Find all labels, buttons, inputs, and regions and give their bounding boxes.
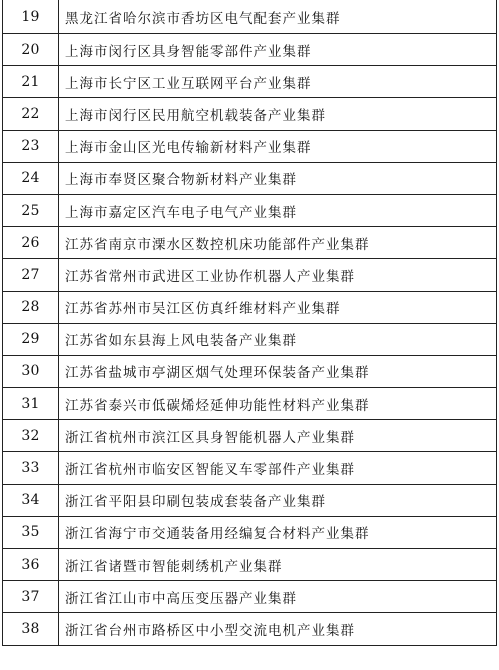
row-number: 24 [3, 163, 59, 194]
cluster-name: 浙江省杭州市临安区智能叉车零部件产业集群 [65, 462, 355, 479]
cluster-name: 江苏省常州市武进区工业协作机器人产业集群 [65, 268, 355, 285]
table-row [3, 484, 496, 516]
table-row [3, 226, 496, 258]
table-row [3, 419, 496, 451]
row-number: 31 [3, 388, 59, 419]
cluster-name: 江苏省盐城市亭湖区烟气处理环保装备产业集群 [65, 365, 370, 382]
cluster-name: 浙江省台州市路桥区中小型交流电机产业集群 [65, 622, 355, 639]
row-number: 25 [3, 195, 59, 226]
cluster-name: 上海市闵行区民用航空机载装备产业集群 [65, 107, 326, 124]
row-number: 38 [3, 613, 59, 644]
cluster-name: 江苏省南京市溧水区数控机床功能部件产业集群 [65, 236, 370, 253]
row-number: 28 [3, 292, 59, 323]
row-number: 23 [3, 131, 59, 162]
cluster-name: 上海市嘉定区汽车电子电气产业集群 [65, 204, 297, 221]
row-number: 21 [3, 66, 59, 97]
cluster-name: 浙江省江山市中高压变压器产业集群 [65, 590, 297, 607]
cluster-name: 上海市奉贤区聚合物新材料产业集群 [65, 172, 297, 189]
table-row [3, 0, 496, 33]
row-number: 20 [3, 34, 59, 65]
cluster-name: 上海市闵行区具身智能零部件产业集群 [65, 43, 312, 60]
row-number: 35 [3, 517, 59, 548]
table-row [3, 258, 496, 290]
cluster-name: 浙江省平阳县印刷包装成套装备产业集群 [65, 494, 326, 511]
cluster-table [2, 0, 497, 646]
row-number: 29 [3, 324, 59, 355]
table-row [3, 130, 496, 162]
table-row [3, 580, 496, 612]
table-row [3, 548, 496, 580]
row-number: 34 [3, 485, 59, 516]
cluster-name: 上海市金山区光电传输新材料产业集群 [65, 140, 312, 157]
cluster-name: 浙江省海宁市交通装备用经编复合材料产业集群 [65, 526, 370, 543]
row-number: 30 [3, 356, 59, 387]
row-number: 22 [3, 98, 59, 129]
table-row [3, 451, 496, 483]
table-row [3, 97, 496, 129]
table-row [3, 387, 496, 419]
cluster-name: 浙江省杭州市滨江区具身智能机器人产业集群 [65, 429, 355, 446]
table-row [3, 612, 496, 644]
cluster-name: 上海市长宁区工业互联网平台产业集群 [65, 75, 312, 92]
row-number: 27 [3, 259, 59, 290]
cluster-name: 浙江省诸暨市智能刺绣机产业集群 [65, 558, 283, 575]
cluster-name: 江苏省苏州市吴江区仿真纤维材料产业集群 [65, 301, 341, 318]
table-row [3, 355, 496, 387]
table-row [3, 194, 496, 226]
cluster-name: 江苏省泰兴市低碳烯烃延伸功能性材料产业集群 [65, 397, 370, 414]
row-number: 26 [3, 227, 59, 258]
table-row [3, 291, 496, 323]
cluster-name: 江苏省如东县海上风电装备产业集群 [65, 333, 297, 350]
table-row [3, 65, 496, 97]
table-row [3, 33, 496, 65]
row-number: 19 [3, 0, 59, 33]
cluster-name: 黑龙江省哈尔滨市香坊区电气配套产业集群 [65, 10, 341, 27]
table-row [3, 516, 496, 548]
table-row [3, 162, 496, 194]
row-number: 36 [3, 549, 59, 580]
table-row [3, 323, 496, 355]
row-number: 32 [3, 420, 59, 451]
row-number: 33 [3, 452, 59, 483]
row-number: 37 [3, 581, 59, 612]
